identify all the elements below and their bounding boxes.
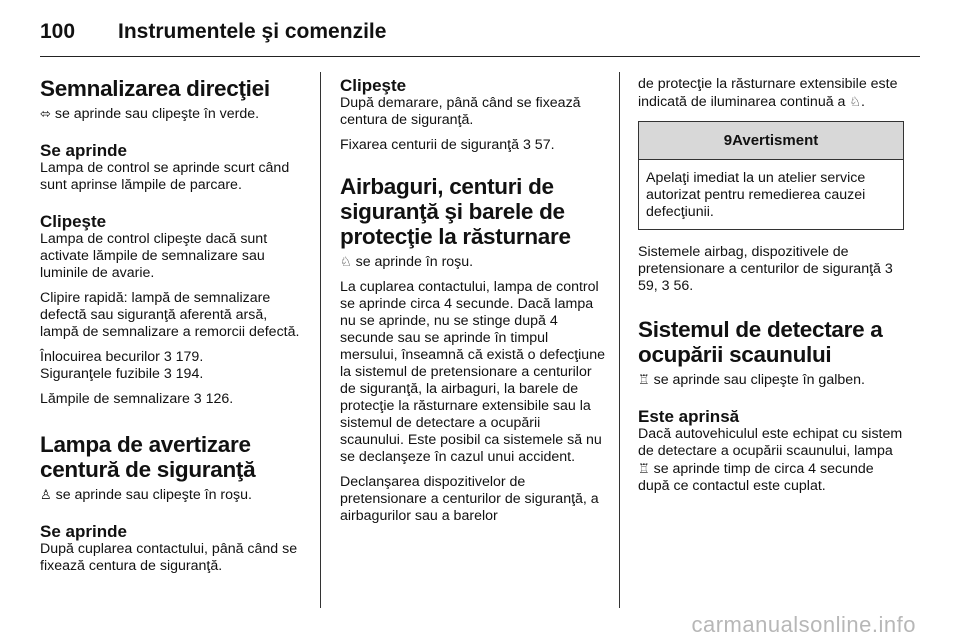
warning-header xyxy=(639,122,903,160)
subheading-blink-2: Clipeşte xyxy=(340,76,407,95)
column-divider-left xyxy=(320,72,321,608)
rapid-blink-paragraph: Clipire rapidă: lampă de semnalizare defectă sau siguranţă aferentă arsă, lampă de semnalizare a remorcii defectă. xyxy=(40,290,300,340)
seat-occupancy-icon: ♖ xyxy=(638,372,650,387)
seatbelt-description: ♙ se aprinde sau clipeşte în roşu. xyxy=(40,487,252,503)
continuation-paragraph: de protecţie la răsturnare extensibile este indicată de iluminarea continuă a ♘. xyxy=(638,76,898,110)
fix-belt-reference: Fixarea centurii de siguranţă 3 57. xyxy=(340,137,555,153)
chapter-title: Instrumentele şi comenzile xyxy=(118,20,387,43)
subheading-on: Este aprinsă xyxy=(638,407,740,426)
fuses-reference: Siguranţele fuzibile 3 194. xyxy=(40,366,204,382)
on-paragraph: Dacă autovehiculul este echipat cu sistem de detectare a ocupării scaunului, lampa ♖ se aprinde timp de circa 4 secunde după ce contactul este cuplat. xyxy=(638,426,903,494)
signal-description: ⬄ se aprinde sau clipeşte în verde. xyxy=(40,106,260,122)
column-middle xyxy=(340,76,606,525)
subheading-lit-2: Se aprinde xyxy=(40,522,127,541)
heading-seat-occupancy: Sistemul de detectare a ocupării scaunului xyxy=(638,317,883,367)
column-divider-right xyxy=(619,72,620,608)
page-header xyxy=(40,14,920,54)
page-ref-arrow-icon: 3 xyxy=(163,349,172,365)
page-ref-arrow-icon: 3 xyxy=(522,137,531,153)
page-ref-arrow-icon: 3 xyxy=(163,366,172,382)
signal-lamps-reference: Lămpile de semnalizare 3 126. xyxy=(40,391,234,407)
warning-triangle-icon: 9 xyxy=(723,132,733,149)
watermark: carmanualsonline.info xyxy=(691,612,916,637)
turn-signal-icon: ⬄ xyxy=(40,106,51,121)
deployment-paragraph: Declanşarea dispozitivelor de pretensionare a centurilor de siguranţă, a airbagurilor sau a barelor xyxy=(340,474,599,524)
heading-airbags: Airbaguri, centuri de siguranţă şi barele de protecţie la răsturnare xyxy=(340,174,571,249)
warning-box xyxy=(638,121,904,230)
lit-2-paragraph: După cuplarea contactului, până când se fixează centura de siguranţă. xyxy=(40,541,298,574)
airbag-icon: ♘ xyxy=(849,94,862,109)
page-ref-arrow-icon: 3 xyxy=(661,278,670,294)
systems-reference: Sistemele airbag, dispozitivele de pretensionare a centurilor de siguranţă 3 59, 3 56. xyxy=(638,244,893,294)
blink-2-paragraph: După demarare, până când se fixează centura de siguranţă. xyxy=(340,95,581,128)
bulbs-reference: Înlocuirea becurilor 3 179. xyxy=(40,349,204,365)
page-number: 100 xyxy=(40,20,76,43)
seatbelt-icon: ♙ xyxy=(40,487,52,502)
subheading-lit: Se aprinde xyxy=(40,141,127,160)
warning-body: Apelaţi imediat la un atelier service autorizat pentru remedierea cauzei defecţiunii. xyxy=(646,170,866,220)
column-left xyxy=(40,76,302,575)
column-right xyxy=(638,76,904,495)
warning-title: Avertisment xyxy=(732,132,819,149)
airbag-description: ♘ se aprinde în roşu. xyxy=(340,254,474,270)
seat-occupancy-icon: ♖ xyxy=(638,461,650,476)
lit-paragraph: Lampa de control se aprinde scurt când sunt aprinse lămpile de parcare. xyxy=(40,160,290,193)
airbag-paragraph: La cuplarea contactului, lampa de control se aprinde circa 4 secunde. Dacă lampa nu se aprinde, nu se stinge după 4 secunde sau se aprinde în timpul mersului, înseamnă că există o defecţiune la sistemul de pretensionare a centurilor de siguranţă, la airbaguri, la barele de protecţie la răsturnare extensibile sau la sistemul de detectare a ocupării scaunului. Este posibil ca sistemele să nu se declanşeze în cazul unui accident. xyxy=(340,279,605,465)
heading-seatbelt-warning: Lampa de avertizare centură de siguranţă xyxy=(40,432,256,482)
airbag-icon: ♘ xyxy=(340,254,352,269)
page-ref-arrow-icon: 3 xyxy=(193,391,202,407)
header-rule xyxy=(40,56,920,57)
subheading-blink: Clipeşte xyxy=(40,212,107,231)
page-ref-arrow-icon: 3 xyxy=(884,261,893,277)
heading-turn-signal: Semnalizarea direcţiei xyxy=(40,76,270,101)
blink-paragraph: Lampa de control clipeşte dacă sunt activate lămpile de semnalizare sau luminile de avarie. xyxy=(40,231,268,281)
occupancy-description: ♖ se aprinde sau clipeşte în galben. xyxy=(638,372,865,388)
